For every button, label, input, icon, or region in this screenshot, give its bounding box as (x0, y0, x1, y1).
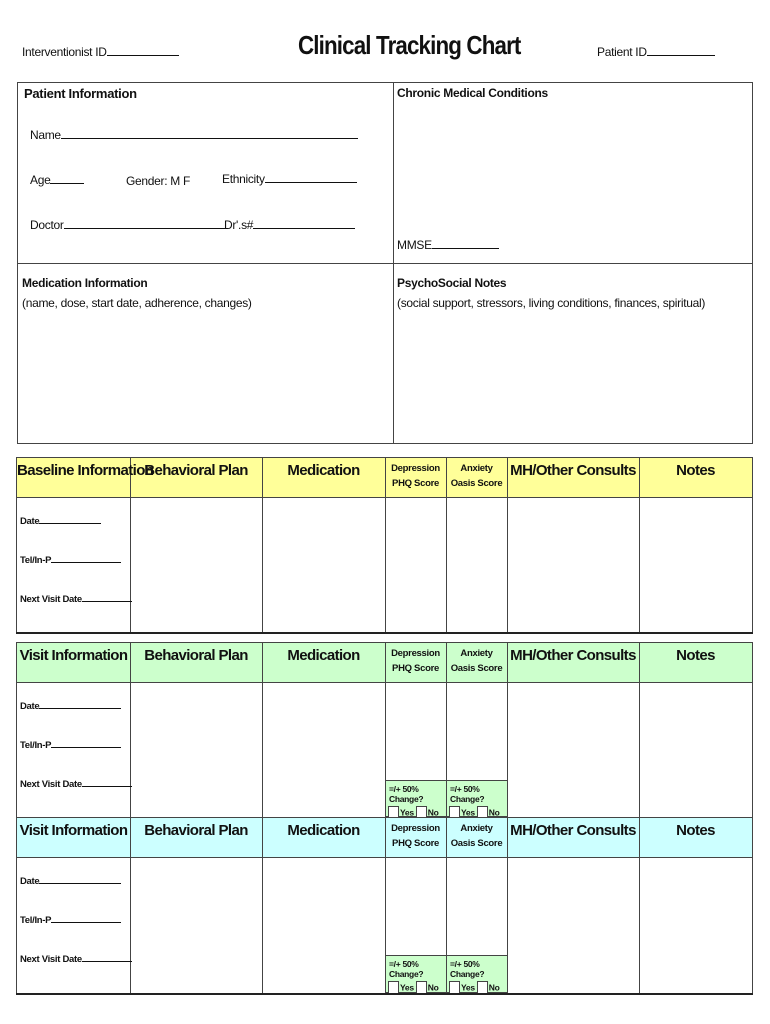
next-visit-field[interactable]: Next Visit Date (20, 778, 132, 790)
depression-header: Depression PHQ Score (391, 823, 440, 849)
tel-field[interactable]: Tel/In-P (20, 554, 121, 566)
doctor-field[interactable] (30, 217, 228, 232)
name-label: Name (30, 128, 61, 142)
anxiety-change-box: =/+ 50% Change? Yes No (446, 780, 508, 817)
visit-info-header: Visit Information (19, 647, 128, 664)
medication-info-title: Medication Information (22, 276, 148, 290)
tel-field[interactable]: Tel/In-P (20, 914, 121, 926)
notes-header: Notes (676, 462, 715, 479)
ethnicity-field[interactable] (222, 171, 357, 186)
anxiety-header: Anxiety Oasis Score (450, 823, 503, 849)
mmse-field[interactable] (397, 237, 499, 252)
drs-number-label: Dr'.s# (224, 218, 254, 232)
baseline-section (16, 457, 753, 633)
behavioral-plan-header: Behavioral Plan (144, 462, 248, 479)
tel-field[interactable]: Tel/In-P (20, 739, 121, 751)
anxiety-header: Anxiety Oasis Score (450, 648, 503, 674)
visit-section-2 (16, 817, 753, 994)
depression-header: Depression PHQ Score (391, 648, 440, 674)
medication-header: Medication (287, 822, 360, 839)
name-field[interactable] (30, 127, 358, 142)
interventionist-id-field[interactable] (22, 44, 179, 59)
next-visit-field[interactable]: Next Visit Date (20, 953, 132, 965)
page-title: Clinical Tracking Chart (298, 30, 521, 60)
visit-section-1 (16, 642, 753, 818)
visit-info-header: Visit Information (19, 822, 128, 839)
date-field[interactable]: Date (20, 700, 121, 712)
notes-header: Notes (676, 647, 715, 664)
medication-info-subtitle: (name, dose, start date, adherence, changes) (22, 296, 252, 310)
patient-id-field[interactable] (597, 44, 715, 59)
anxiety-header: Anxiety Oasis Score (450, 463, 503, 489)
depression-change-box: =/+ 50% Change? Yes No (385, 780, 447, 817)
behavioral-plan-header: Behavioral Plan (144, 647, 248, 664)
anxiety-change-box: =/+ 50% Change? Yes No (446, 955, 508, 993)
mh-consults-header: MH/Other Consults (510, 647, 636, 664)
next-visit-field[interactable]: Next Visit Date (20, 593, 132, 605)
patient-info-title: Patient Information (24, 86, 137, 101)
age-label: Age (30, 173, 51, 187)
date-field[interactable]: Date (20, 515, 101, 527)
depression-change-box: =/+ 50% Change? Yes No (385, 955, 447, 993)
psychosocial-title: PsychoSocial Notes (397, 276, 507, 290)
age-field[interactable] (30, 172, 84, 187)
drs-number-field[interactable] (224, 217, 355, 232)
ethnicity-label: Ethnicity (222, 172, 265, 186)
mmse-label: MMSE (397, 238, 432, 252)
notes-header: Notes (676, 822, 715, 839)
baseline-info-header: Baseline Information (17, 462, 154, 479)
chronic-conditions-title: Chronic Medical Conditions (397, 86, 548, 100)
date-field[interactable]: Date (20, 875, 121, 887)
doctor-label: Doctor (30, 218, 64, 232)
mh-consults-header: MH/Other Consults (510, 822, 636, 839)
interventionist-id-label: Interventionist ID (22, 45, 107, 59)
patient-id-label: Patient ID (597, 45, 647, 59)
medication-header: Medication (287, 462, 360, 479)
behavioral-plan-header: Behavioral Plan (144, 822, 248, 839)
psychosocial-subtitle: (social support, stressors, living conditions, finances, spiritual) (397, 296, 706, 310)
mh-consults-header: MH/Other Consults (510, 462, 636, 479)
medication-header: Medication (287, 647, 360, 664)
gender-field[interactable]: Gender: M F (126, 174, 191, 188)
depression-header: Depression PHQ Score (391, 463, 440, 489)
